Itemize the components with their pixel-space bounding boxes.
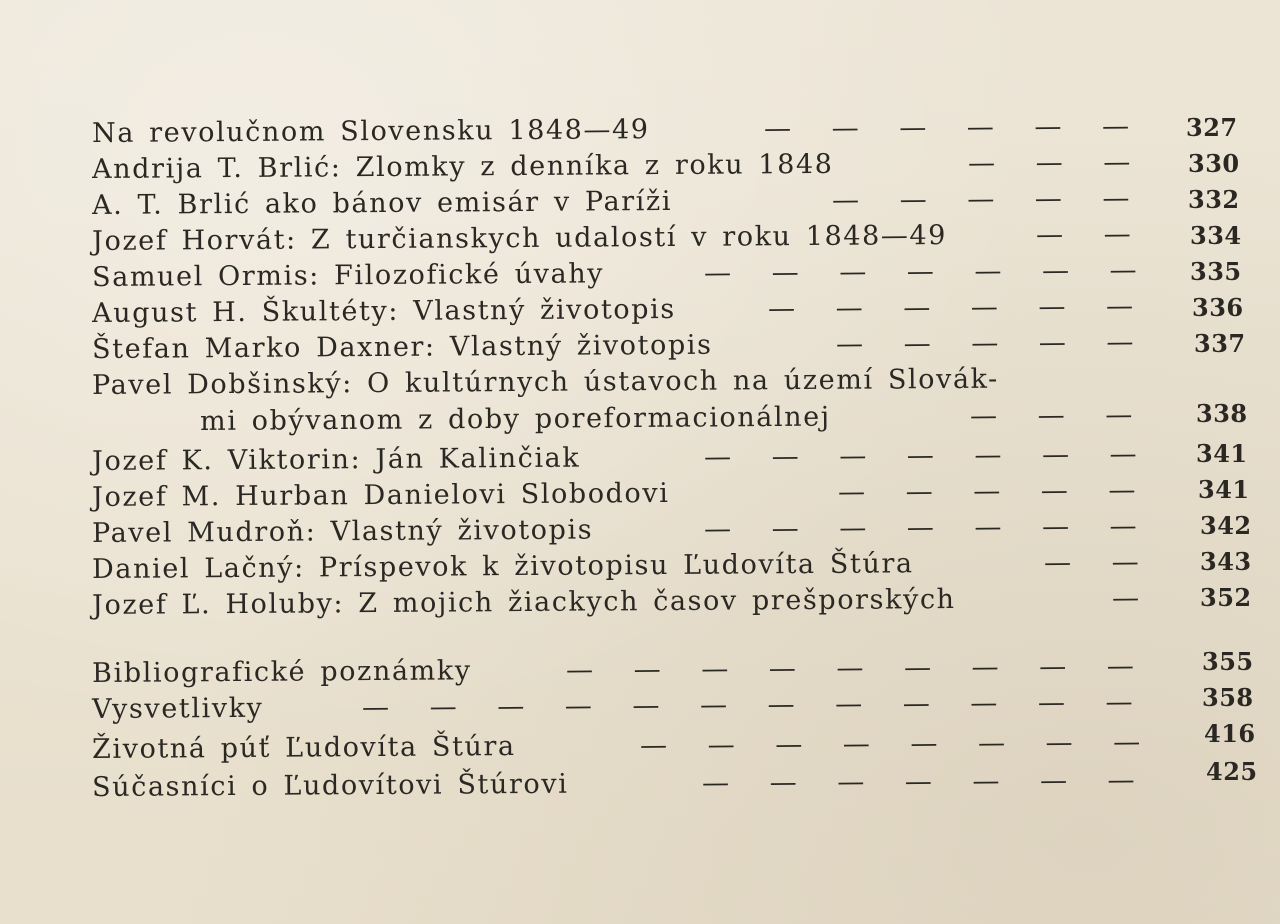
toc-entry-page: 342	[1200, 511, 1252, 540]
toc-entry-page: 355	[1202, 647, 1254, 676]
toc-entry-page: 338	[1196, 399, 1248, 428]
toc-entry-title: Jozef Ľ. Holuby: Z mojich žiackych časov prešporských	[92, 583, 956, 621]
toc-entry-page: 425	[1206, 757, 1258, 786]
toc-entry-leader: — — — — — —	[767, 290, 1148, 325]
toc-entry-title: A. T. Brlić ako bánov emisár v Paríži	[92, 185, 673, 221]
toc-entry-page: 332	[1188, 185, 1240, 214]
toc-entry-page: 343	[1200, 547, 1252, 576]
toc-entry-page: 416	[1204, 719, 1256, 748]
toc-entry-title: Bibliografické poznámky	[92, 655, 472, 689]
toc-entry-leader: — — — — — —	[763, 110, 1144, 145]
toc-entry-page: 358	[1202, 683, 1254, 712]
toc-entry-page: 327	[1186, 113, 1238, 142]
toc-entry-page: 341	[1196, 439, 1248, 468]
toc-entry-title: Štefan Marko Daxner: Vlastný životopis	[92, 329, 713, 365]
toc-entry-leader: — — — — — — — — —	[566, 650, 1148, 686]
toc-entry-title: Na revolučnom Slovensku 1848—49	[92, 114, 650, 149]
toc-entry-leader: — — — — —	[831, 182, 1144, 216]
toc-entry-leader: — — — — —	[835, 326, 1148, 360]
toc-entry-leader: —	[1111, 582, 1154, 614]
toc-entry-leader: — — — — — — —	[701, 764, 1149, 799]
toc-entry-page: 334	[1190, 221, 1242, 250]
toc-entry-page: 337	[1194, 329, 1246, 358]
toc-entry-title: Pavel Dobšinský: O kultúrnych ústavoch na území Slovák-	[92, 363, 999, 401]
toc-entry-leader: — — —	[969, 399, 1147, 432]
toc-entry-leader: — — —	[967, 146, 1145, 179]
toc-entry-title: August H. Škultéty: Vlastný životopis	[92, 293, 676, 329]
toc-entry-title-continuation: mi obývanom z doby poreformacionálnej	[200, 401, 831, 437]
toc-entry-title: Životná púť Ľudovíta Štúra	[92, 731, 516, 765]
toc-entry-leader: — — — — —	[837, 474, 1150, 508]
toc-entry-title: Jozef M. Hurban Danielovi Slobodovi	[92, 477, 670, 513]
toc-entry-leader: — —	[1043, 546, 1153, 579]
toc-entry-page: 336	[1192, 293, 1244, 322]
toc-entry-leader: — — — — — — —	[703, 438, 1151, 473]
toc-entry-title: Vysvetlivky	[92, 692, 264, 725]
toc-entry-leader: — —	[1035, 218, 1145, 251]
toc-entry-title: Daniel Lačný: Príspevok k životopisu Ľudovíta Štúra	[92, 548, 914, 585]
toc-entry-leader: — — — — — — — — — — — —	[362, 686, 1147, 724]
toc-entry-page: 352	[1200, 583, 1252, 612]
toc-entry-title: Jozef K. Viktorin: Ján Kalinčiak	[92, 442, 581, 477]
toc-entry-leader: — — — — — — —	[703, 254, 1151, 289]
toc-entry-page: 330	[1188, 149, 1240, 178]
toc-entry-page: 341	[1198, 475, 1250, 504]
toc-entry-title: Pavel Mudroň: Vlastný životopis	[92, 514, 594, 549]
toc-entry-page: 335	[1190, 257, 1242, 286]
toc-entry-leader: — — — — — — — —	[640, 726, 1155, 762]
toc-entry-title: Súčasníci o Ľudovítovi Štúrovi	[92, 768, 569, 803]
toc-entry-title: Samuel Ormis: Filozofické úvahy	[92, 258, 605, 293]
toc-entry-leader: — — — — — — —	[703, 510, 1151, 545]
toc-entry-title: Jozef Horvát: Z turčianskych udalostí v roku 1848—49	[92, 220, 948, 257]
toc-entry-title: Andrija T. Brlić: Zlomky z denníka z roku 1848	[92, 148, 834, 185]
